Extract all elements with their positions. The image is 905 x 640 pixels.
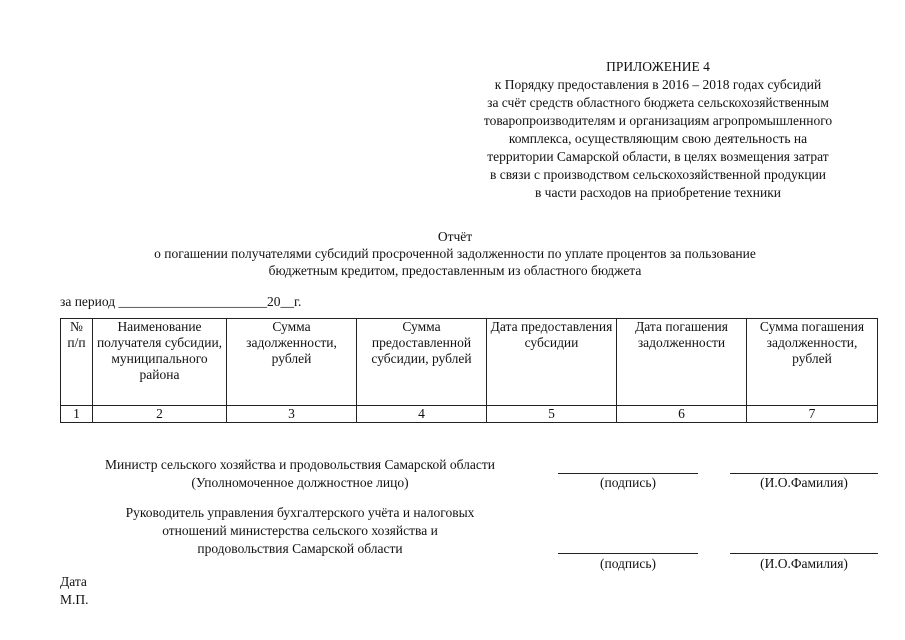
header-subsidy-amount: Сумма предоставленной субсидии, рублей [357,319,487,406]
footer-block [60,573,89,609]
column-number: 4 [357,406,487,423]
minister-signature-block [60,456,540,492]
head-title-line: Руководитель управления бухгалтерского учёта и налоговых [125,505,475,520]
report-subtitle-line: бюджетным кредитом, предоставленным из областного бюджета [268,263,642,278]
report-title-block [40,228,870,279]
head-signature-block [60,504,540,558]
annex-line: за счёт средств областного бюджета сельскохозяйственным [487,95,829,110]
column-number: 6 [617,406,747,423]
head-title-line: отношений министерства сельского хозяйства и [162,523,438,538]
header-subsidy-date: Дата предоставления субсидии [487,319,617,406]
annex-line: комплекса, осуществляющим свою деятельность на [508,131,808,146]
minister-name-line [730,473,878,474]
annex-title: ПРИЛОЖЕНИЕ 4 [606,59,710,74]
report-subtitle-line: о погашении получателями субсидий просроченной задолженности по уплате процентов за пользование [154,246,756,261]
header-recipient: Наименование получателя субсидии, муниципального района [93,319,227,406]
minister-name-caption: (И.О.Фамилия) [760,475,848,490]
head-name-caption: (И.О.Фамилия) [760,556,848,571]
report-title: Отчёт [437,229,473,244]
table-number-row [61,406,878,423]
head-signature-line [558,553,698,554]
minister-signature-caption: (подпись) [599,475,657,490]
annex-line: территории Самарской области, в целях возмещения затрат [487,149,829,164]
column-number: 2 [93,406,227,423]
minister-title: Министр сельского хозяйства и продовольствия Самарской области [105,457,495,472]
report-table [60,318,878,423]
report-period: за период ______________________20__г. [60,294,302,309]
column-number: 3 [227,406,357,423]
table-header-row [61,319,878,406]
annex-line: товаропроизводителям и организациям агропромышленного [483,113,833,128]
header-repayment-date: Дата погашения задолженности [617,319,747,406]
header-number: № п/п [61,319,93,406]
column-number: 1 [61,406,93,423]
head-signature-caption: (подпись) [599,556,657,571]
annex-header [440,58,876,202]
seal-label: М.П. [60,592,89,607]
column-number: 7 [747,406,878,423]
annex-line: в связи с производством сельскохозяйственной продукции [489,167,827,182]
minister-signature-line [558,473,698,474]
column-number: 5 [487,406,617,423]
date-label: Дата [60,574,87,589]
head-name-line [730,553,878,554]
header-debt-amount: Сумма задолженности, рублей [227,319,357,406]
minister-subtitle: (Уполномоченное должностное лицо) [191,475,409,490]
annex-line: к Порядку предоставления в 2016 – 2018 годах субсидий [494,77,822,92]
header-repayment-amount: Сумма погашения задолженности, рублей [747,319,878,406]
head-title-line: продовольствия Самарской области [197,541,403,556]
annex-line: в части расходов на приобретение техники [534,185,782,200]
